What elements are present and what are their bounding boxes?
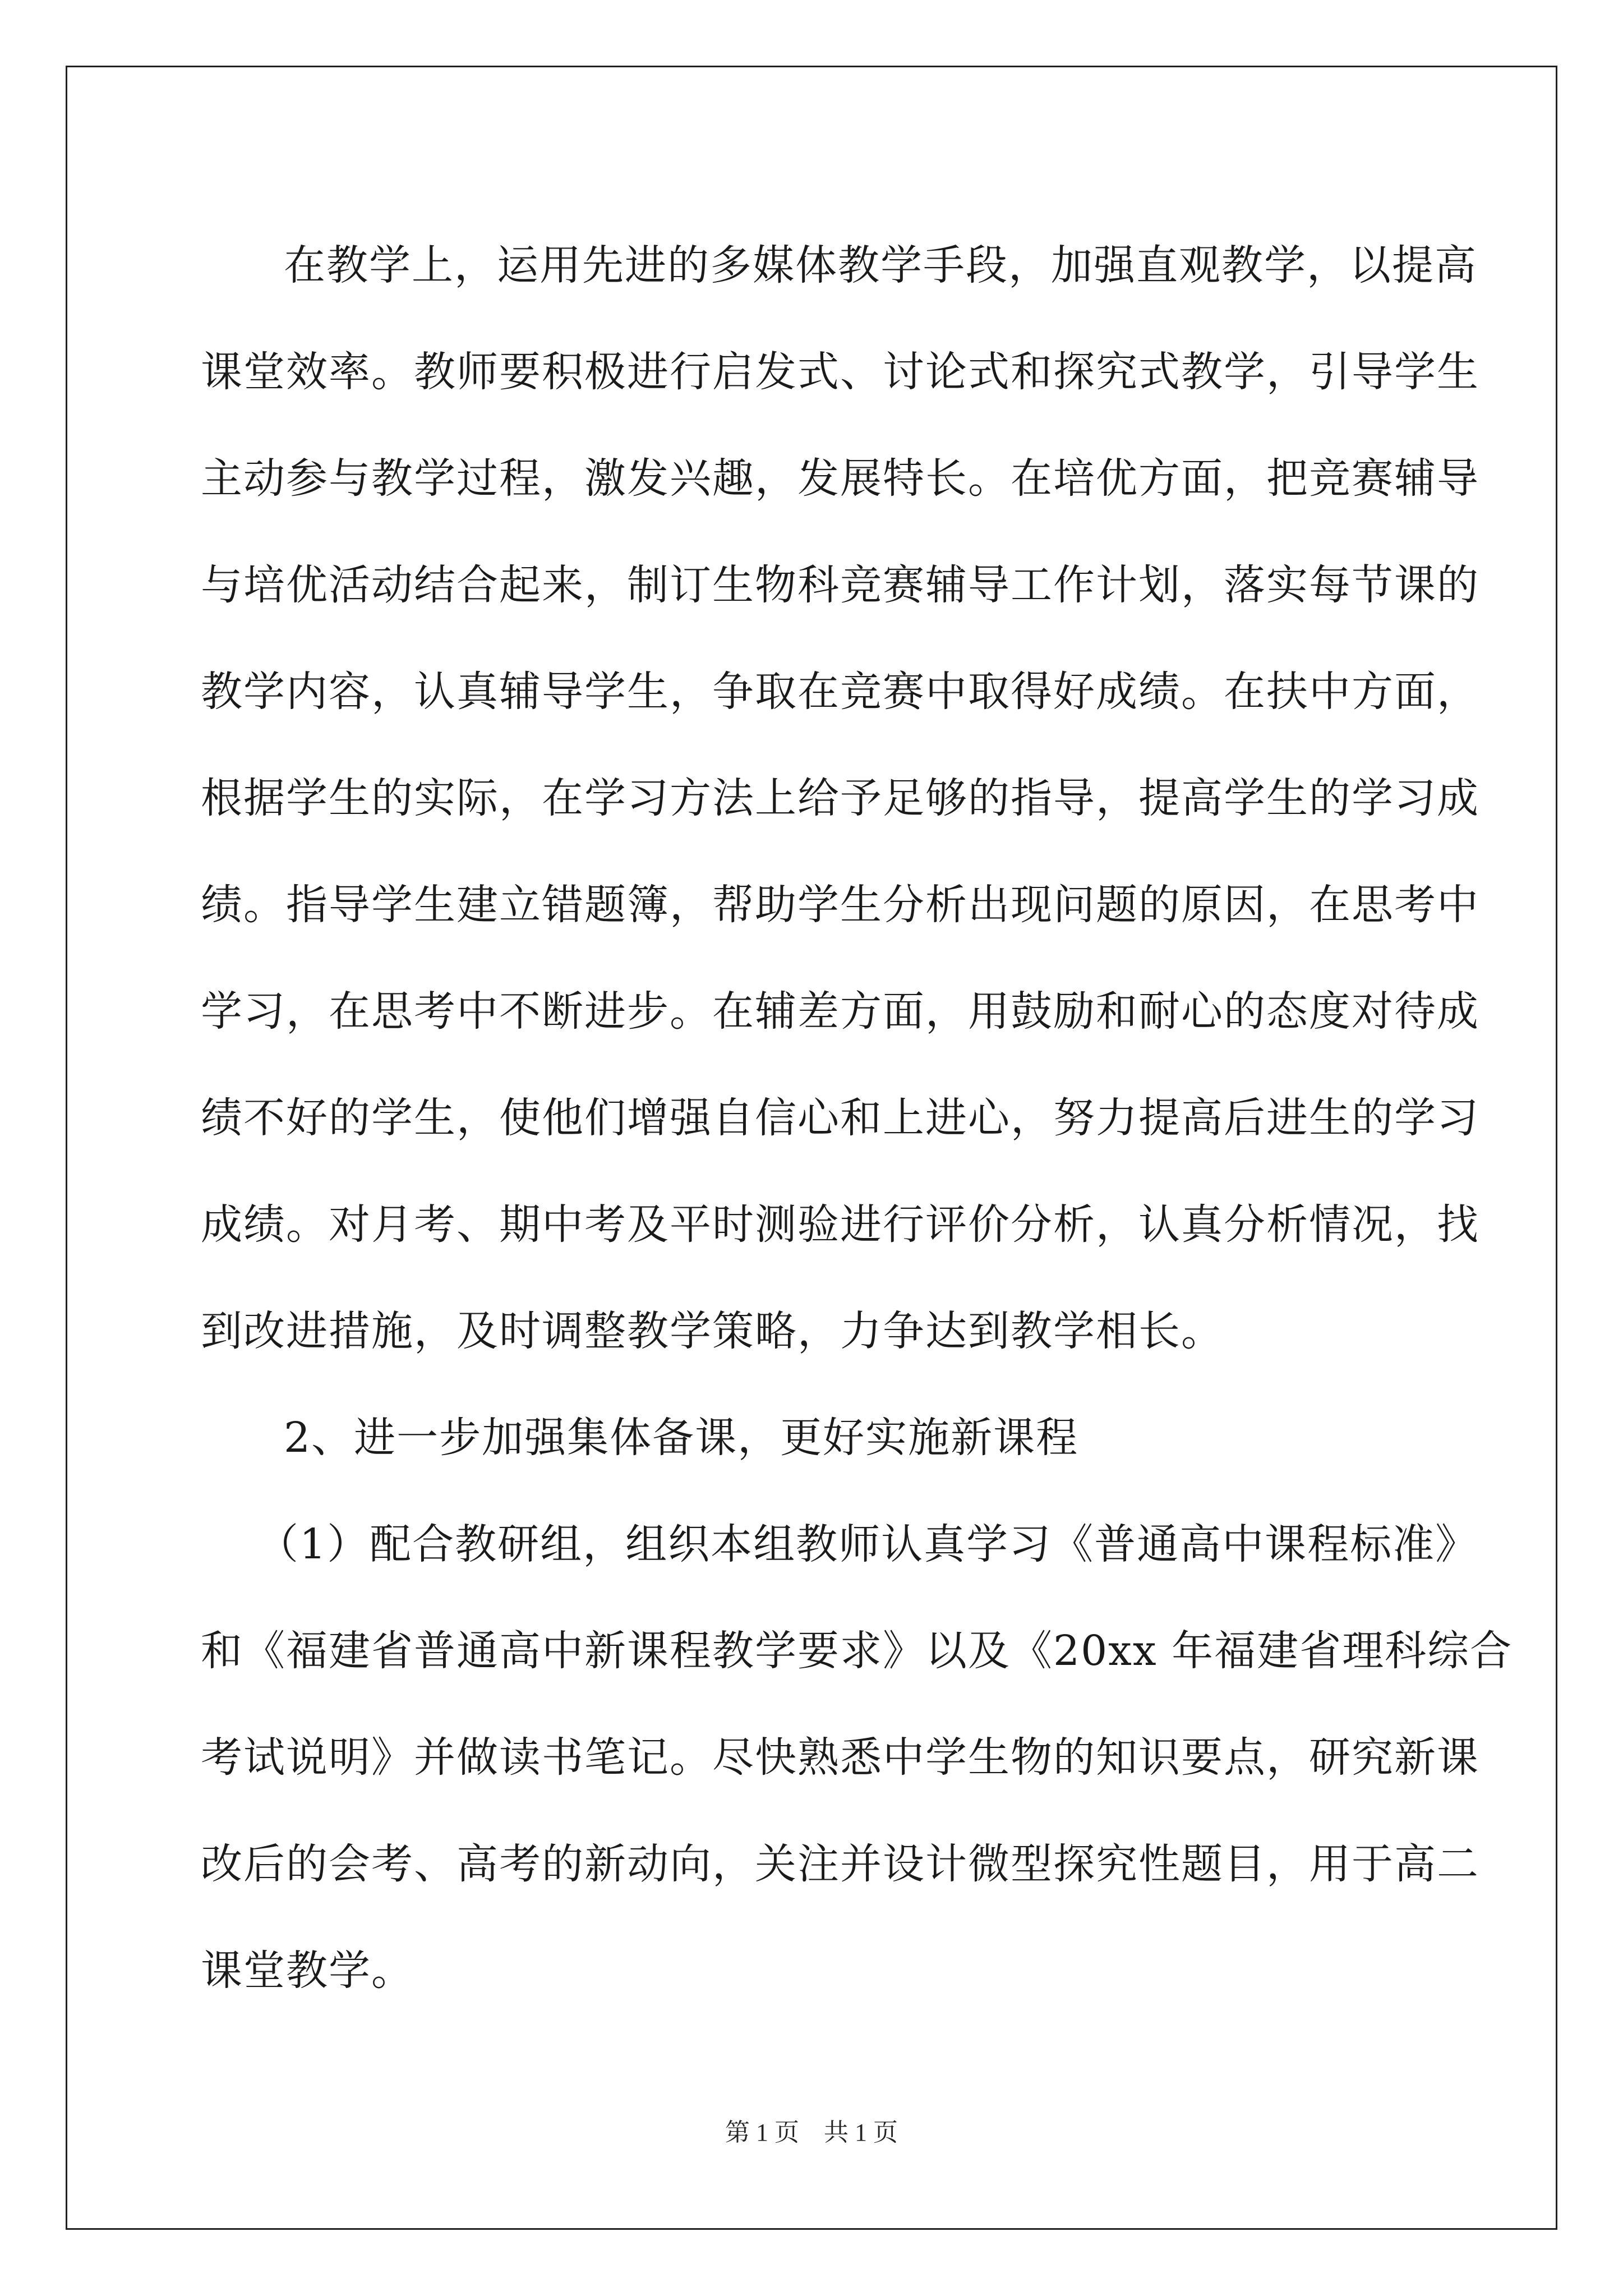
paragraph-line: 和《福建省普通高中新课程教学要求》以及《20xx 年福建省理科综合	[201, 1627, 1513, 1675]
paragraph-line: 教学内容，认真辅导学生，争取在竞赛中取得好成绩。在扶中方面，	[201, 668, 1479, 716]
document-body	[201, 212, 1513, 2024]
paragraph-line: 课堂教学。	[201, 1947, 414, 1995]
paragraph-line: 学习，在思考中不断进步。在辅差方面，用鼓励和耐心的态度对待成	[201, 987, 1479, 1036]
paragraph-line: 根据学生的实际，在学习方法上给予足够的指导，提高学生的学习成	[201, 774, 1479, 822]
paragraph-line: 与培优活动结合起来，制订生物科竞赛辅导工作计划，落实每节课的	[201, 561, 1479, 609]
paragraph-line: 改后的会考、高考的新动向，关注并设计微型探究性题目，用于高二	[201, 1840, 1479, 1888]
paragraph-line: 成绩。对月考、期中考及平时测验进行评价分析，认真分析情况，找	[201, 1200, 1479, 1249]
paragraph-line: 主动参与教学过程，激发兴趣，发展特长。在培优方面，把竞赛辅导	[201, 454, 1479, 503]
paragraph-line: 课堂效率。教师要积极进行启发式、讨论式和探究式教学，引导学生	[201, 348, 1479, 396]
paragraph-line: 绩不好的学生，使他们增强自信心和上进心，努力提高后进生的学习	[201, 1094, 1479, 1142]
paragraph-line: （1）配合教研组，组织本组教师认真学习《普通高中课程标准》	[257, 1520, 1478, 1568]
paragraph-line: 考试说明》并做读书笔记。尽快熟悉中学生物的知识要点，研究新课	[201, 1733, 1479, 1782]
page-number-footer: 第 1 页 共 1 页	[725, 2119, 898, 2146]
paragraph-line: 绩。指导学生建立错题簿，帮助学生分析出现问题的原因，在思考中	[201, 881, 1479, 929]
section-heading: 2、进一步加强集体备课，更好实施新课程	[284, 1414, 1079, 1462]
paragraph-line: 到改进措施，及时调整教学策略，力争达到教学相长。	[201, 1307, 1224, 1355]
paragraph-line: 在教学上，运用先进的多媒体教学手段，加强直观教学，以提高	[284, 241, 1477, 289]
